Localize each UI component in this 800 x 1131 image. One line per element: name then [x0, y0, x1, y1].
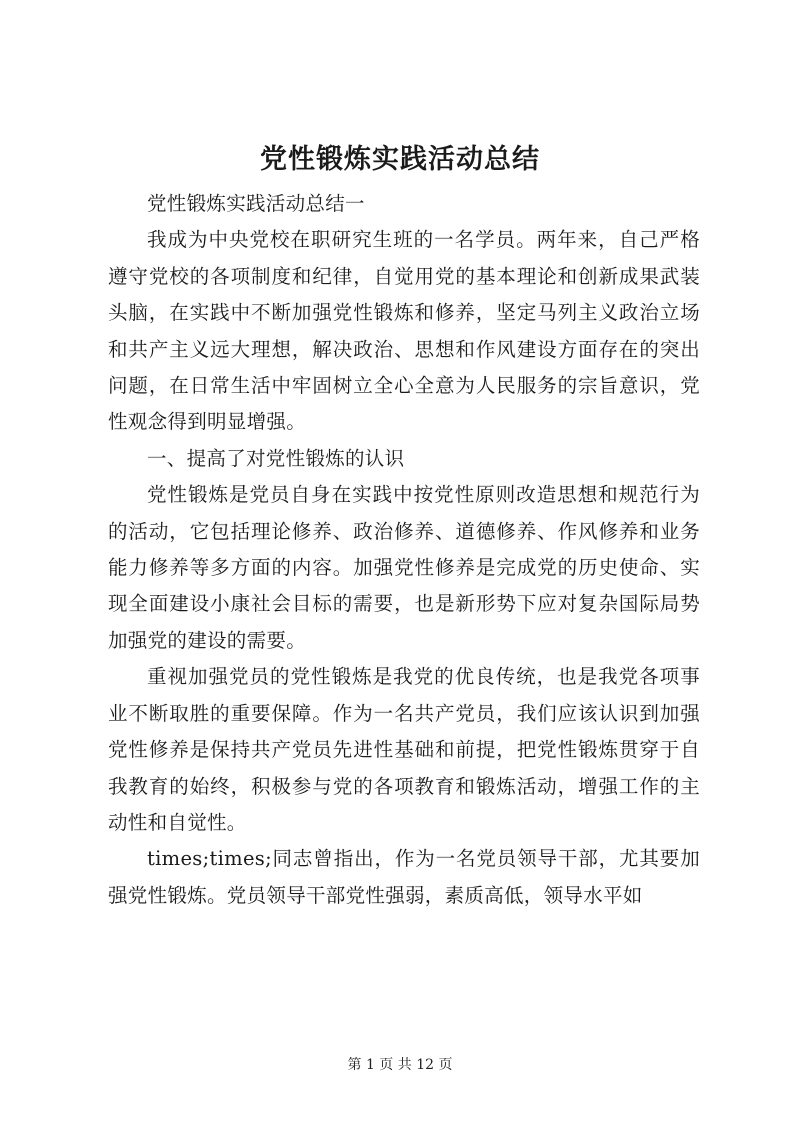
paragraph-heading-1: 一、提高了对党性锻炼的认识 [147, 446, 405, 470]
document-title: 党性锻炼实践活动总结 [260, 144, 540, 175]
page-footer: 第 1 页 共 12 页 [347, 1057, 453, 1073]
paragraph-intro: 我成为中央党校在职研究生班的一名学员。两年来，自己严格遵守党校的各项制度和纪律，自觉用党的基本理论和创新成果武装头脑，在实践中不断加强党性锻炼和修养，坚定马列主义政治立场和共产主义远大理想，解决政治、思想和作风建设方面存在的突出问题，在日常生活中牢固树立全心全意为人民服务的宗旨意识，党性观念得到明显增强。 [108, 228, 700, 434]
paragraph-tradition: 重视加强党员的党性锻炼是我党的优良传统，也是我党各项事业不断取胜的重要保障。作为一名共产党员，我们应该认识到加强党性修养是保持共产党员先进性基础和前提，把党性锻炼贯穿于自我教育的始终，积极参与党的各项教育和锻炼活动，增强工作的主动性和自觉性。 [108, 665, 700, 834]
paragraph-subtitle: 党性锻炼实践活动总结一 [147, 192, 365, 215]
document-body [108, 186, 700, 914]
paragraph-leaders: times;times;同志曾指出，作为一名党员领导干部，尤其要加强党性锻炼。党员领导干部党性强弱，素质高低，领导水平如 [108, 847, 700, 907]
paragraph-party-training: 党性锻炼是党员自身在实践中按党性原则改造思想和规范行为的活动，它包括理论修养、政治修养、道德修养、作风修养和业务能力修养等多方面的内容。加强党性修养是完成党的历史使命、实现全面建设小康社会目标的需要，也是新形势下应对复杂国际局势加强党的建设的需要。 [108, 483, 700, 652]
